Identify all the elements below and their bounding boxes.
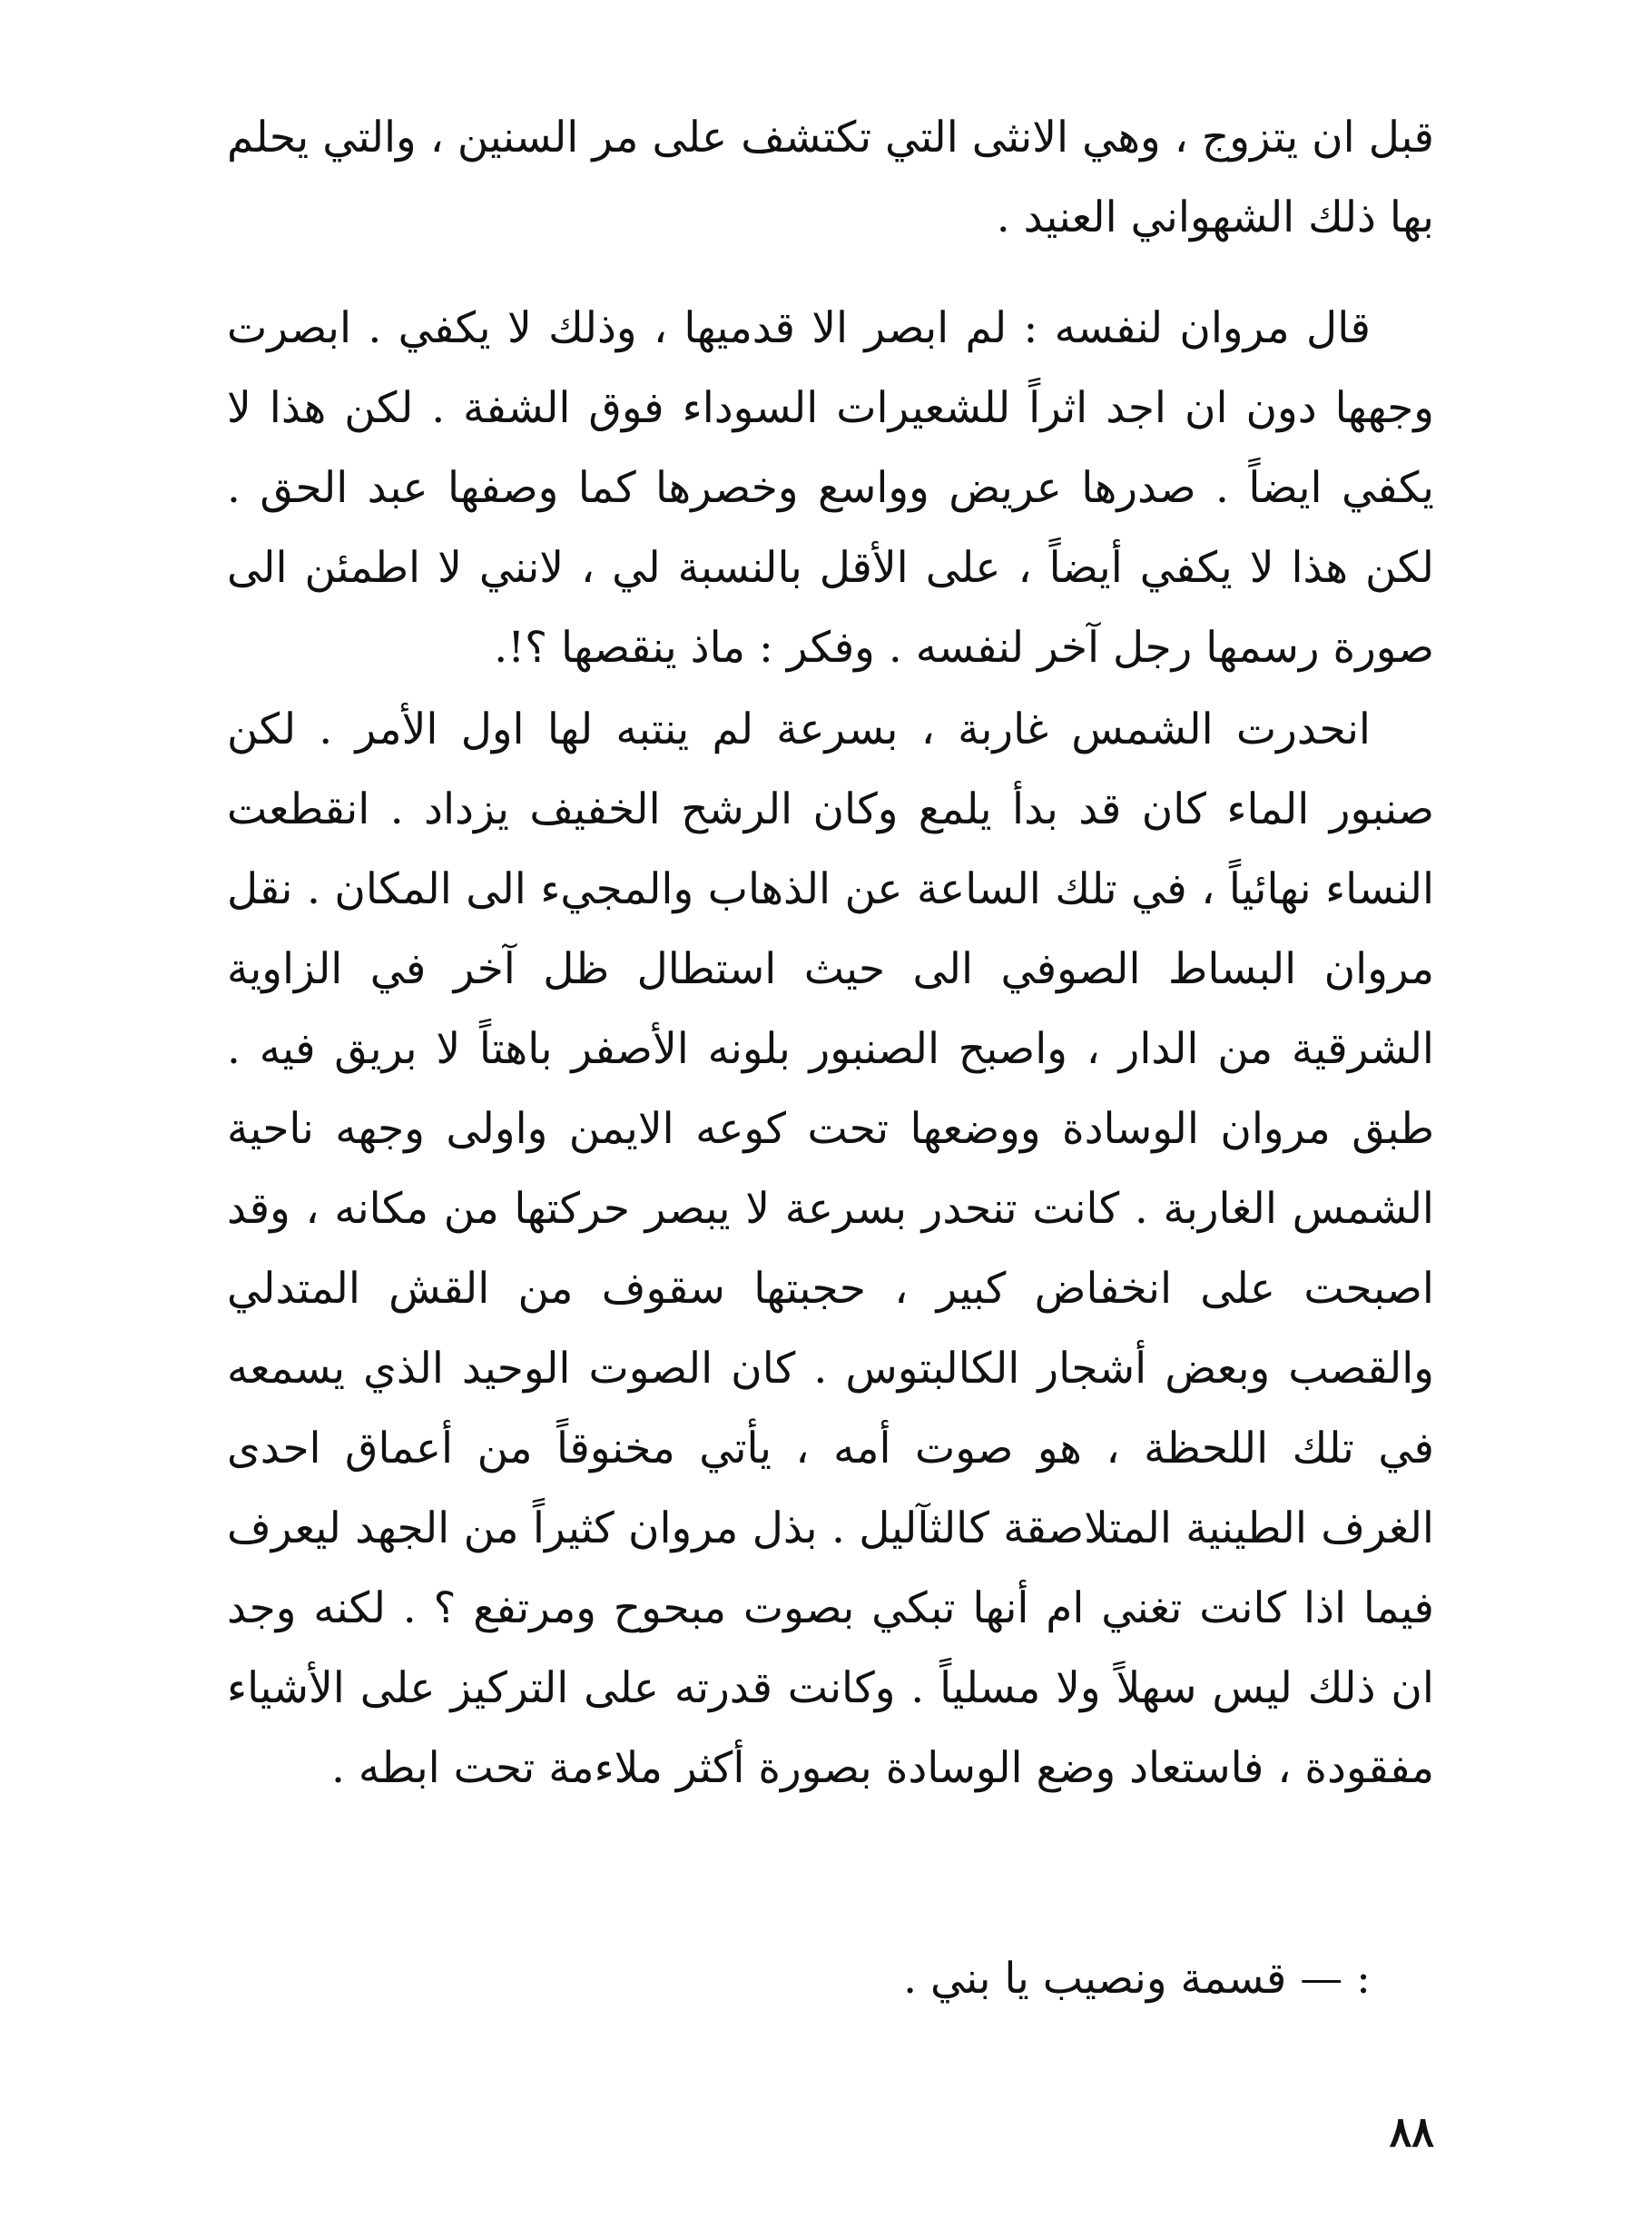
dialogue-line: : — قسمة ونصيب يا بني . [903,1954,1371,2004]
paragraph-1: قبل ان يتزوج ، وهي الانثى التي تكتشف على مر السنين ، والتي يحلم بها ذلك الشهواني العنيد . [227,113,1434,242]
page-number: ٨٨ [1389,2107,1434,2156]
paragraph-2: قال مروان لنفسه : لم ابصر الا قدميها ، وذلك لا يكفي . ابصرت وجهها دون ان اجد اثراً للشعيرات السوداء فوق الشفة . لكن هذا لا يكفي ايضاً . صدرها عريض وواسع وخصرها كما وصفها عبد الحق . لكن هذا لا يكفي أيضاً ، على الأقل بالنسبة لي ، لانني لا اطمئن الى صورة رسمها رجل آخر لنفسه . وفكر : ماذ ينقصها ؟!. [227,303,1434,673]
paragraph-3: انحدرت الشمس غاربة ، بسرعة لم ينتبه لها اول الأمر . لكن صنبور الماء كان قد بدأ يلمع وكان الرشح الخفيف يزداد . انقطعت النساء نهائياً ، في تلك الساعة عن الذهاب والمجيء الى المكان . نقل مروان البساط الصوفي الى حيث استطال ظل آخر في الزاوية الشرقية من الدار ، واصبح الصنبور بلونه الأصفر باهتاً لا بريق فيه . طبق مروان الوسادة ووضعها تحت كوعه الايمن واولى وجهه ناحية الشمس الغاربة . كانت تنحدر بسرعة لا يبصر حركتها من مكانه ، وقد اصبحت على انخفاض كبير ، حجبتها سقوف من القش المتدلي والقصب وبعض أشجار الكالبتوس . كان الصوت الوحيد الذي يسمعه في تلك اللحظة ، هو صوت أمه ، يأتي مخنوقاً من أعماق احدى الغرف الطينية المتلاصقة كالثآليل . بذل مروان كثيراً من الجهد ليعرف فيما اذا كانت تغني ام أنها تبكي بصوت مبحوح ومرتفع ؟ . لكنه وجد ان ذلك ليس سهلاً ولا مسلياً . وكانت قدرته على التركيز على الأشياء مفقودة ، فاستعاد وضع الوسادة بصورة أكثر ملاءمة تحت ابطه . [227,705,1434,1793]
